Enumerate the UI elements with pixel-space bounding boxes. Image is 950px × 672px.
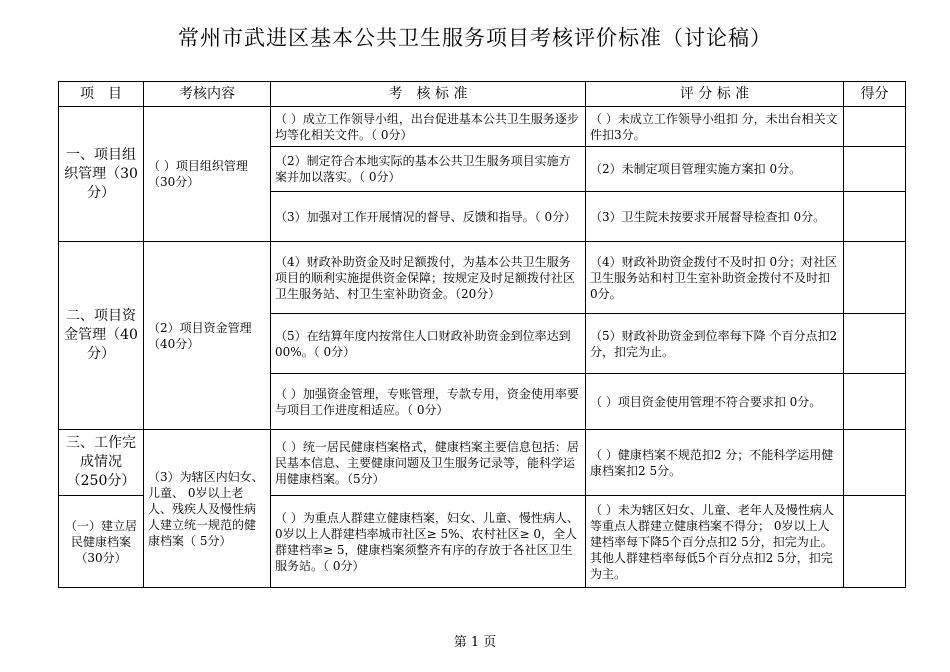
- scoring-cell: （ ）未为辖区妇女、儿童、老年人及慢性病人等重点人群建立健康档案不得分； 0岁以上人建档率每下降5个百分点扣2 5分，扣完为止。其他人群建档率每低5个百分点扣2 5分，扣完为主。: [586, 496, 844, 588]
- section-project: 二、项目资金管理（40分）: [59, 242, 144, 430]
- table-row: [59, 242, 906, 314]
- page-title: 常州市武进区基本公共卫生服务项目考核评价标准（讨论稿）: [178, 26, 772, 50]
- scoring-cell: （ ）未成立工作领导小组扣 分，未出台相关文件扣3分。: [586, 107, 844, 147]
- standard-cell: （ ）为重点人群建立健康档案，妇女、儿童、慢性病人、 0岁以上人群建档率城市社区≥ 5%、农村社区≥ 0，全人群建档率≥ 5，健康档案须整齐有序的存放于各社区卫生服务站。（ 0分）: [271, 496, 586, 588]
- page-number: 第 1 页: [453, 635, 497, 650]
- assessment-table: [58, 81, 906, 588]
- score-cell[interactable]: [844, 496, 906, 588]
- standard-cell: （ ）统一居民健康档案格式，健康档案主要信息包括：居民基本信息、主要健康问题及卫生服务记录等，能科学运用健康档案。（5分）: [271, 430, 586, 496]
- section-project: 一、项目组织管理（30分）: [59, 107, 144, 242]
- header-row: [59, 82, 906, 107]
- header-score: 得分: [844, 82, 906, 107]
- scoring-cell: （3）卫生院未按要求开展督导检查扣 0分。: [586, 192, 844, 242]
- scoring-cell: （ ）项目资金使用管理不符合要求扣 0分。: [586, 374, 844, 430]
- section-content: （ ）项目组织管理（30分）: [144, 107, 271, 242]
- standard-cell: （4）财政补助资金及时足额拨付，为基本公共卫生服务项目的顺利实施提供资金保障；按规定及时足额拨付社区卫生服务站、村卫生室补助资金。（20分）: [271, 242, 586, 314]
- standard-cell: （3）加强对工作开展情况的督导、反馈和指导。（ 0分）: [271, 192, 586, 242]
- score-cell[interactable]: [844, 314, 906, 374]
- scoring-cell: （4）财政补助资金拨付不及时扣 0分；对社区卫生服务站和村卫生室补助资金拨付不及时扣 0分。: [586, 242, 844, 314]
- header-content: 考核内容: [144, 82, 271, 107]
- standard-cell: （ ）成立工作领导小组，出台促进基本公共卫生服务逐步均等化相关文件。（ 0分）: [271, 107, 586, 147]
- section-content: （3）为辖区内妇女、儿童、 0岁以上老人、残疾人及慢性病人建立统一规范的健康档案（ 5分）: [144, 430, 271, 588]
- scoring-cell: （ ）健康档案不规范扣2 分；不能科学运用健康档案扣2 5分。: [586, 430, 844, 496]
- scoring-cell: （2）未制定项目管理实施方案扣 0分。: [586, 147, 844, 192]
- score-cell[interactable]: [844, 430, 906, 496]
- section-project: 三、工作完成情况（250分）: [59, 430, 144, 496]
- header-scoring: 评 分 标 准: [586, 82, 844, 107]
- score-cell[interactable]: [844, 107, 906, 147]
- score-cell[interactable]: [844, 192, 906, 242]
- section-content: （2）项目资金管理（40分）: [144, 242, 271, 430]
- table-row: [59, 430, 906, 496]
- scoring-cell: （5）财政补助资金到位率每下降 个百分点扣2分，扣完为止。: [586, 314, 844, 374]
- header-standard: 考 核 标 准: [271, 82, 586, 107]
- score-cell[interactable]: [844, 147, 906, 192]
- header-project: 项 目: [59, 82, 144, 107]
- score-cell[interactable]: [844, 242, 906, 314]
- score-cell[interactable]: [844, 374, 906, 430]
- table-row: [59, 107, 906, 147]
- standard-cell: （2）制定符合本地实际的基本公共卫生服务项目实施方案并加以落实。（ 0分）: [271, 147, 586, 192]
- standard-cell: （5）在结算年度内按常住人口财政补助资金到位率达到 00%。（ 0分）: [271, 314, 586, 374]
- sub-project: （一）建立居民健康档案（30分）: [59, 496, 144, 588]
- standard-cell: （ ）加强资金管理，专账管理，专款专用，资金使用率要与项目工作进度相适应。（ 0分）: [271, 374, 586, 430]
